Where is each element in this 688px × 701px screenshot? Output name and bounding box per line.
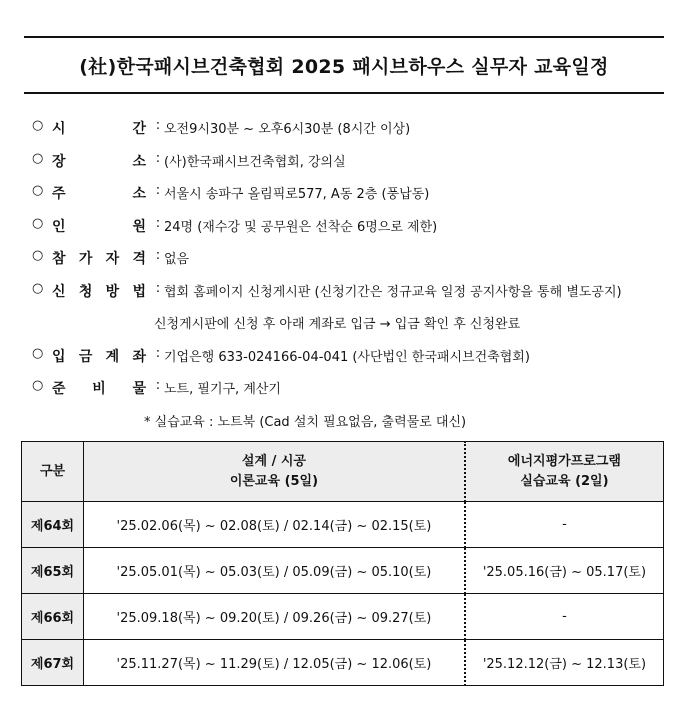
info-value-address: 서울시 송파구 올림픽로577, A동 2층 (풍납동) (164, 187, 430, 202)
info-row-address (32, 183, 672, 216)
info-row-time (32, 118, 672, 151)
circle-bullet-icon: ○ (32, 280, 44, 296)
practice-cell: '25.12.12(금) ~ 12.13(토) (465, 640, 664, 686)
info-label-supplies: 준 비 물 (52, 381, 146, 397)
info-value-place: (사)한국패시브건축협회, 강의실 (164, 154, 346, 170)
colon: : (155, 150, 161, 166)
info-label-apply: 신 청 방 법 (52, 283, 146, 300)
header-theory: 설계 / 시공 이론교육 (5일) (84, 442, 465, 502)
apply-extra-line: 신청게시판에 신청 후 아래 계좌로 입금 → 입금 확인 후 신청완료 (154, 317, 521, 332)
info-value-capacity: 24명 (재수강 및 공무원은 선착순 6명으로 제한) (164, 219, 438, 235)
schedule-table (21, 441, 664, 686)
table-header-row (22, 442, 664, 502)
theory-cell: '25.09.18(목) ~ 09.20(토) / 09.26(금) ~ 09.27(토) (84, 594, 465, 640)
colon: : (155, 215, 161, 231)
colon: : (155, 280, 161, 296)
header-category: 구분 (22, 442, 84, 502)
colon: : (155, 248, 161, 263)
colon: : (155, 378, 161, 393)
info-value-apply: 협회 홈페이지 신청게시판 (신청기간은 정규교육 일정 공지사항을 통해 별도공지) (164, 284, 622, 300)
info-list (32, 118, 672, 443)
circle-bullet-icon: ○ (32, 248, 44, 263)
table-row (22, 548, 664, 594)
table-row (22, 640, 664, 686)
session-cell: 제64회 (22, 502, 84, 548)
session-cell: 제67회 (22, 640, 84, 686)
colon: : (155, 183, 161, 198)
info-row-place (32, 151, 672, 184)
info-label-eligibility: 참 가 자 격 (52, 251, 146, 267)
circle-bullet-icon: ○ (32, 118, 44, 133)
session-cell: 제66회 (22, 594, 84, 640)
info-label-address: 주 소 (52, 186, 146, 202)
info-row-eligibility (32, 248, 672, 281)
circle-bullet-icon: ○ (32, 345, 44, 361)
practice-cell: - (465, 594, 664, 640)
circle-bullet-icon: ○ (32, 215, 44, 231)
info-row-apply-extra (32, 313, 672, 346)
theory-cell: '25.02.06(목) ~ 02.08(토) / 02.14(금) ~ 02.15(토) (84, 502, 465, 548)
supplies-note-line: * 실습교육 : 노트북 (Cad 설치 필요없음, 출력물로 대신) (144, 414, 467, 430)
info-value-account: 기업은행 633-024166-04-041 (사단법인 한국패시브건축협회) (164, 349, 530, 365)
info-value-supplies: 노트, 필기구, 계산기 (164, 382, 281, 397)
info-row-supplies-note (32, 411, 672, 444)
info-label-time: 시 간 (52, 121, 146, 137)
page-title: (社)한국패시브건축협회 2025 패시브하우스 실무자 교육일정 (79, 55, 609, 78)
session-cell: 제65회 (22, 548, 84, 594)
info-value-time: 오전9시30분 ~ 오후6시30분 (8시간 이상) (164, 122, 411, 137)
circle-bullet-icon: ○ (32, 150, 44, 166)
table-row (22, 594, 664, 640)
table-row (22, 502, 664, 548)
info-row-supplies (32, 378, 672, 411)
info-row-account (32, 346, 672, 379)
theory-cell: '25.11.27(목) ~ 11.29(토) / 12.05(금) ~ 12.06(토) (84, 640, 465, 686)
info-label-account: 입 금 계 좌 (52, 348, 146, 365)
info-label-place: 장 소 (52, 153, 146, 170)
title-banner (24, 36, 664, 94)
circle-bullet-icon: ○ (32, 183, 44, 198)
info-value-eligibility: 없음 (164, 252, 190, 267)
info-row-capacity (32, 216, 672, 249)
theory-cell: '25.05.01(목) ~ 05.03(토) / 05.09(금) ~ 05.10(토) (84, 548, 465, 594)
practice-cell: - (465, 502, 664, 548)
practice-cell: '25.05.16(금) ~ 05.17(토) (465, 548, 664, 594)
header-practice: 에너지평가프로그램 실습교육 (2일) (465, 442, 664, 502)
info-row-apply (32, 281, 672, 314)
circle-bullet-icon: ○ (32, 378, 44, 393)
colon: : (155, 345, 161, 361)
colon: : (155, 118, 161, 133)
info-label-capacity: 인 원 (52, 218, 146, 235)
